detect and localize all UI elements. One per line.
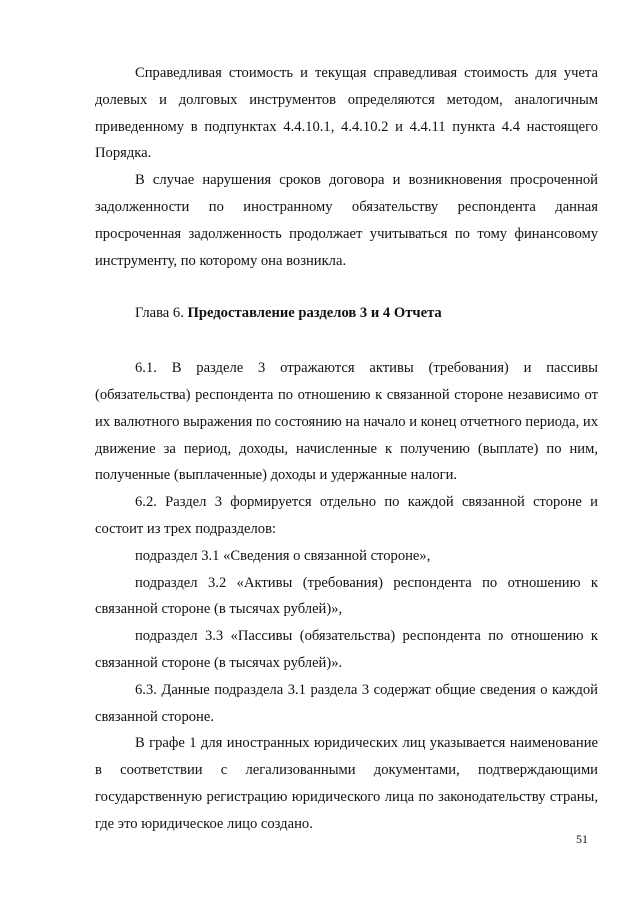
chapter-title: Предоставление разделов 3 и 4 Отчета [187, 305, 442, 322]
spacer [95, 274, 598, 300]
paragraph-6-3: 6.3. Данные подраздела 3.1 раздела 3 содержат общие сведения о каждой связанной стороне. [95, 681, 598, 725]
subsection-3-1-item: подраздел 3.1 «Сведения о связанной стороне», [135, 547, 431, 564]
paragraph-fair-value: Справедливая стоимость и текущая справедливая стоимость для учета долевых и долговых инструментов определяются методом, аналогичным приведенному в подпунктах 4.4.10.1, 4.4.10.2 и 4.4.11 пункта 4.4 настоящего Порядка. [95, 65, 598, 162]
paragraph-6-1: 6.1. В разделе 3 отражаются активы (требования) и пассивы (обязательства) респондента по отношению к связанной стороне независимо от их валютного выражения по состоянию на начало и конец отчетного периода, их движение за период, доходы, начисленные к получению (выплате) по ним, полученные (выплаченные) доходы и удержанные налоги. [95, 360, 598, 484]
subsection-3-3-item: подраздел 3.3 «Пассивы (обязательства) респондента по отношению к связанной стороне (в тысячах рублей)». [95, 628, 598, 671]
document-body [95, 60, 598, 838]
page-number: 51 [576, 832, 588, 846]
subsection-3-2-item: подраздел 3.2 «Активы (требования) респондента по отношению к связанной стороне (в тысячах рублей)», [95, 574, 598, 618]
paragraph-overdue-debt: В случае нарушения сроков договора и возникновения просроченной задолженности по иностранному обязательству респондента данная просроченная задолженность продолжает учитываться по тому финансовому инструменту, по которому она возникла. [95, 172, 598, 269]
spacer [95, 327, 598, 355]
paragraph-6-2: 6.2. Раздел 3 формируется отдельно по каждой связанной стороне и состоит из трех подразделов: [95, 494, 598, 537]
chapter-heading [95, 300, 598, 327]
paragraph-column-1: В графе 1 для иностранных юридических лиц указывается наименование в соответствии с легализованными документами, подтверждающими государственную регистрацию юридического лица по законодательству страны, где это юридическое лицо создано. [95, 735, 598, 832]
chapter-prefix: Глава 6. [135, 305, 188, 322]
